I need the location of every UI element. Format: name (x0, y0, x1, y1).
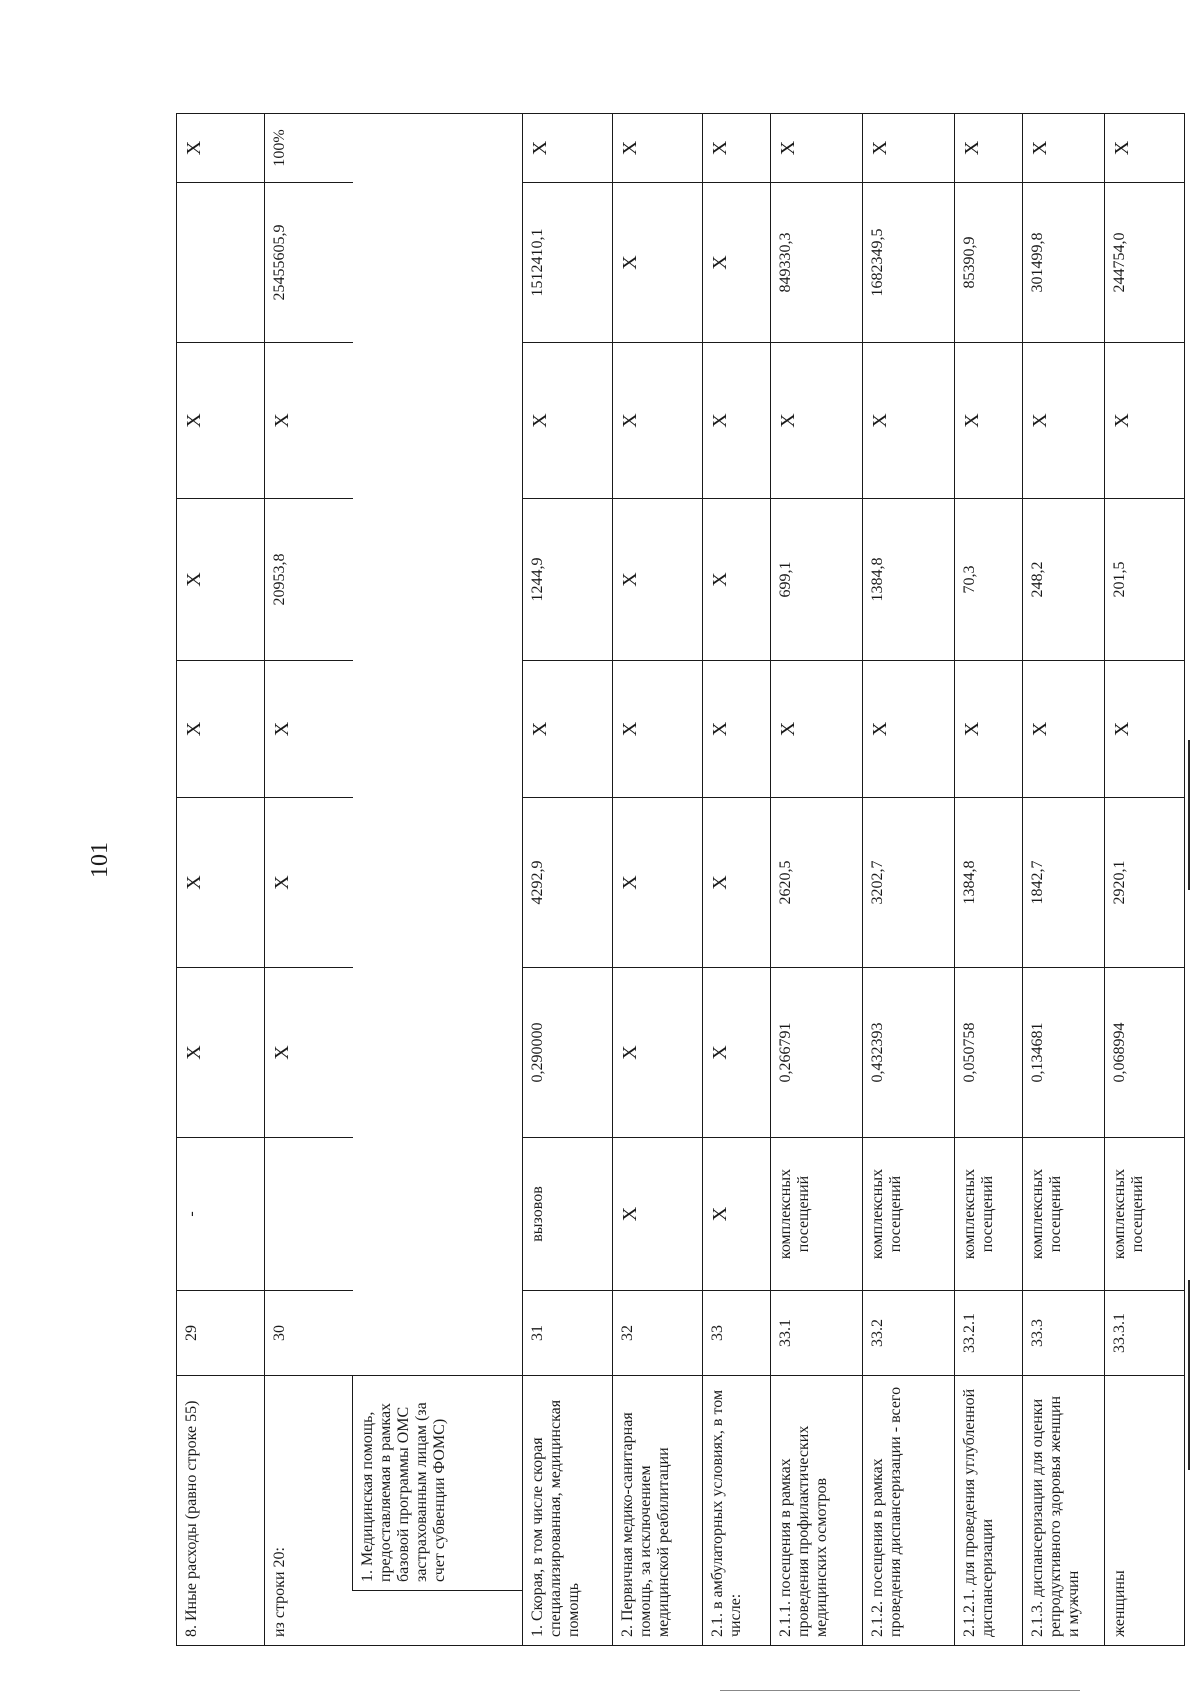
cell-unit: комплексных посещений (1105, 1137, 1185, 1290)
cell-c4: X (1023, 660, 1105, 797)
row-name-cell: 2.1.1. посещения в рамках проведения профилактических медицинских осмотров (771, 1375, 863, 1645)
cell-c8: X (955, 113, 1023, 182)
cell-unit: комплексных посещений (955, 1137, 1023, 1290)
cell-line: 33.2.1 (955, 1290, 1023, 1375)
cell-line: 33.1 (771, 1290, 863, 1375)
table-row (955, 113, 1023, 1645)
cell-c6: X (1105, 342, 1185, 498)
cell-norm-cost: 3202,7 (863, 797, 955, 967)
cell-c5: 699,1 (771, 498, 863, 660)
budget-table (176, 113, 1185, 1646)
cell-line: 29 (177, 1290, 265, 1375)
cell-c6: X (613, 342, 703, 498)
cell-norm-cost: 2620,5 (771, 797, 863, 967)
cell-c8: X (523, 113, 613, 182)
cell-c4: X (177, 660, 265, 797)
cell-c4: X (955, 660, 1023, 797)
cell-volume: X (265, 967, 353, 1137)
cell-unit: X (613, 1137, 703, 1290)
cell-norm-cost: X (703, 797, 771, 967)
cell-volume: 0,068994 (1105, 967, 1185, 1137)
cell-unit: комплексных посещений (771, 1137, 863, 1290)
row-name-cell: 1. Медицинская помощь, предоставляемая в рамках базовой программы ОМС застрахованным лицам (за счет субвенции ФОМС) (353, 1375, 523, 1590)
scan-edge-line (720, 1690, 1080, 1691)
cell-c4: X (523, 660, 613, 797)
scan-edge-line (1188, 740, 1190, 890)
row-name-cell: 2.1.2.1. для проведения углубленной диспансеризации (955, 1375, 1023, 1645)
cell-c5: 201,5 (1105, 498, 1185, 660)
cell-line: 33.2 (863, 1290, 955, 1375)
table-row (523, 113, 613, 1645)
cell-norm-cost: 4292,9 (523, 797, 613, 967)
table-row (613, 113, 703, 1645)
cell-unit: вызовов (523, 1137, 613, 1290)
cell-c7: 85390,9 (955, 182, 1023, 342)
cell-line: 33 (703, 1290, 771, 1375)
cell-c5: 248,2 (1023, 498, 1105, 660)
cell-volume: 0,432393 (863, 967, 955, 1137)
cell-c7: 25455605,9 (265, 182, 353, 342)
cell-c4: X (265, 660, 353, 797)
cell-line: 32 (613, 1290, 703, 1375)
cell-c8: X (1105, 113, 1185, 182)
cell-c6: X (265, 342, 353, 498)
cell-c7: X (703, 182, 771, 342)
cell-c4: X (703, 660, 771, 797)
cell-norm-cost: X (177, 797, 265, 967)
cell-c7: 244754,0 (1105, 182, 1185, 342)
row-name-cell: 8. Иные расходы (равно строке 55) (177, 1375, 265, 1645)
cell-line: 31 (523, 1290, 613, 1375)
cell-c8: X (177, 113, 265, 182)
row-name-cell: 2.1. в амбулаторных условиях, в том числе: (703, 1375, 771, 1645)
table-row (1023, 113, 1105, 1645)
row-name-cell: из строки 20: (265, 1375, 353, 1645)
cell-c8: X (1023, 113, 1105, 182)
scan-edge-line (1188, 1280, 1190, 1470)
cell-volume: 0,050758 (955, 967, 1023, 1137)
table-row (265, 113, 353, 1645)
cell-c4: X (863, 660, 955, 797)
empty-span-cell (353, 113, 523, 1375)
cell-c8: X (703, 113, 771, 182)
row-name-cell: 2.1.2. посещения в рамках проведения диспансеризации - всего (863, 1375, 955, 1645)
cell-c8: X (771, 113, 863, 182)
cell-c7 (177, 182, 265, 342)
table-row (863, 113, 955, 1645)
cell-c5: X (613, 498, 703, 660)
row-name-cell: 2. Первичная медико-санитарная помощь, за исключением медицинской реабилитации (613, 1375, 703, 1645)
cell-volume: 0,290000 (523, 967, 613, 1137)
cell-c6: X (523, 342, 613, 498)
table-row (771, 113, 863, 1645)
budget-table-container (176, 114, 1146, 1646)
cell-c6: X (1023, 342, 1105, 498)
row-name-cell: 1. Скорая, в том числе скорая специализированная, медицинская помощь (523, 1375, 613, 1645)
cell-c5: 70,3 (955, 498, 1023, 660)
cell-volume: X (703, 967, 771, 1137)
cell-c4: X (771, 660, 863, 797)
cell-volume: 0,266791 (771, 967, 863, 1137)
cell-c5: X (177, 498, 265, 660)
cell-c6: X (955, 342, 1023, 498)
cell-unit (265, 1137, 353, 1290)
cell-volume: 0,134681 (1023, 967, 1105, 1137)
table-row (353, 113, 523, 1645)
cell-c7: 849330,3 (771, 182, 863, 342)
cell-c5: 1244,9 (523, 498, 613, 660)
cell-unit: комплексных посещений (1023, 1137, 1105, 1290)
cell-c5: 20953,8 (265, 498, 353, 660)
cell-unit: - (177, 1137, 265, 1290)
cell-line: 33.3.1 (1105, 1290, 1185, 1375)
table-row (1105, 113, 1185, 1645)
cell-norm-cost: X (265, 797, 353, 967)
cell-c5: 1384,8 (863, 498, 955, 660)
table-row (177, 113, 265, 1645)
row-name-cell: женщины (1105, 1375, 1185, 1645)
cell-unit: комплексных посещений (863, 1137, 955, 1290)
cell-norm-cost: 1842,7 (1023, 797, 1105, 967)
cell-unit: X (703, 1137, 771, 1290)
cell-norm-cost: X (613, 797, 703, 967)
cell-c6: X (771, 342, 863, 498)
cell-c6: X (863, 342, 955, 498)
indent-cell (353, 1591, 523, 1646)
cell-line: 33.3 (1023, 1290, 1105, 1375)
cell-c8: X (613, 113, 703, 182)
cell-norm-cost: 2920,1 (1105, 797, 1185, 967)
cell-norm-cost: 1384,8 (955, 797, 1023, 967)
cell-c8: 100% (265, 113, 353, 182)
cell-c7: 301499,8 (1023, 182, 1105, 342)
cell-volume: X (177, 967, 265, 1137)
row-name-cell: 2.1.3. диспансеризации для оценки репродуктивного здоровья женщин и мужчин (1023, 1375, 1105, 1645)
cell-c7: X (613, 182, 703, 342)
cell-c4: X (613, 660, 703, 797)
cell-c7: 1512410,1 (523, 182, 613, 342)
page-number: 101 (87, 842, 113, 878)
cell-c4: X (1105, 660, 1185, 797)
cell-c7: 1682349,5 (863, 182, 955, 342)
cell-c5: X (703, 498, 771, 660)
table-row (703, 113, 771, 1645)
cell-c6: X (703, 342, 771, 498)
cell-line: 30 (265, 1290, 353, 1375)
cell-c6: X (177, 342, 265, 498)
cell-c8: X (863, 113, 955, 182)
cell-volume: X (613, 967, 703, 1137)
